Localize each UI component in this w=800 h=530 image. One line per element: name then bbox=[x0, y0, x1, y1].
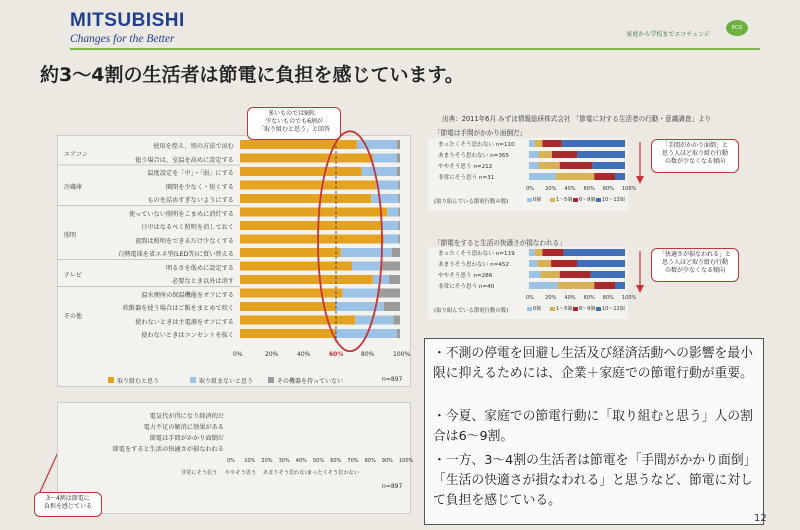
main-row-label: 使っていない照明をこまめに消灯する bbox=[128, 210, 234, 218]
main-bar-segment bbox=[240, 329, 336, 338]
right-callout1-text: 「手間がかかり面倒」と 思う人ほど取り組む行動 の数が少なくなる傾向 bbox=[661, 142, 728, 165]
right-legend-label: 10～12個 bbox=[602, 197, 625, 203]
right-bar-segment bbox=[529, 140, 535, 147]
bottom-axis-tick: 80% bbox=[364, 458, 376, 464]
main-bar-segment bbox=[384, 235, 398, 244]
bottom-axis-tick: 30% bbox=[278, 458, 290, 464]
right-bar-segment bbox=[542, 249, 563, 256]
right-chart2-callout bbox=[651, 248, 739, 282]
main-bar-segment bbox=[240, 221, 381, 230]
main-axis-tick: 80% bbox=[361, 350, 375, 358]
main-row-label: 白熱電球を省エネ型(LED等)に買い替える bbox=[118, 251, 234, 258]
main-bar-segment bbox=[371, 194, 398, 203]
main-bar-segment bbox=[376, 181, 398, 190]
bottom-axis-tick: 100% bbox=[399, 458, 414, 464]
right-axis-tick: 40% bbox=[564, 186, 576, 192]
right-axis-tick: 60% bbox=[583, 295, 595, 301]
right-bar-segment bbox=[529, 162, 539, 169]
main-bar-segment bbox=[398, 221, 400, 230]
right-bar-segment bbox=[551, 260, 577, 267]
main-bar-segment bbox=[398, 194, 400, 203]
right-bar-segment bbox=[538, 260, 551, 267]
main-bar-segment bbox=[352, 262, 381, 271]
main-bar-segment bbox=[240, 167, 362, 176]
main-row-label: 開閉を少なく・短くする bbox=[165, 183, 234, 191]
right-chart1-callout bbox=[651, 139, 739, 173]
main-row-label: 温水便座の保温機能をオフにする bbox=[141, 291, 234, 299]
bottom-axis-tick: 0% bbox=[227, 458, 235, 464]
right-legend-label: 6～9個 bbox=[579, 306, 596, 312]
right-chart1-title: 「節電は手間がかかり面倒だ」 bbox=[434, 129, 527, 137]
main-category-label: 冷蔵庫 bbox=[64, 184, 83, 192]
right-bar-segment bbox=[542, 140, 561, 147]
main-legend-swatch bbox=[108, 377, 114, 383]
main-bar-segment bbox=[342, 289, 377, 298]
right-axis-tick: 0% bbox=[526, 295, 534, 301]
main-callout-text: 多いものでは9割、 少ないものでも6割が 「取り組むと思う」と回答 bbox=[257, 110, 330, 133]
bottom-callout-text: 3～4割は節電に 負担を感じている bbox=[43, 495, 92, 510]
trend-arrow-head bbox=[636, 176, 644, 184]
right-row-label: 非常にそう思う n=31 bbox=[438, 175, 495, 181]
main-bar-segment bbox=[240, 262, 352, 271]
main-category-label: その他 bbox=[64, 312, 83, 320]
main-bar-segment bbox=[398, 181, 400, 190]
right-chart2-title: 「節電をすると生活の快適さが損なわれる」 bbox=[434, 239, 566, 247]
right-bar-segment bbox=[535, 140, 543, 147]
main-bar-segment bbox=[384, 302, 400, 311]
right-bar-segment bbox=[529, 173, 556, 180]
right-bar-segment bbox=[529, 282, 558, 289]
right-legend-swatch bbox=[527, 198, 532, 202]
main-bar-segment bbox=[240, 248, 341, 257]
right-legend-label: 1～5個 bbox=[556, 306, 573, 312]
right-legend-label: 6～9個 bbox=[579, 197, 596, 203]
main-bar-segment bbox=[355, 316, 393, 325]
summary-text-box bbox=[424, 338, 764, 525]
trend-arrow-head bbox=[636, 285, 644, 293]
main-axis-tick: 100% bbox=[393, 350, 411, 358]
right-bar-segment bbox=[529, 151, 539, 158]
main-bar-segment bbox=[373, 154, 397, 163]
bottom-legend-label: あまりそう思わない bbox=[263, 470, 310, 476]
summary-point-2: ・今夏、家庭での節電行動に「取り組むと思う」人の割合は6～9割。 bbox=[433, 409, 753, 444]
main-category-label: テレビ bbox=[64, 272, 82, 279]
main-row-label: 炊飯器を使う場合はご飯をまとめて炊く bbox=[122, 305, 234, 312]
main-bar-segment bbox=[397, 154, 400, 163]
main-axis-tick: 20% bbox=[265, 350, 279, 358]
bottom-axis-tick: 50% bbox=[313, 458, 325, 464]
main-legend-label: その機器を持っていない bbox=[277, 378, 344, 385]
right-legend-swatch bbox=[550, 307, 555, 311]
right-bar-segment bbox=[529, 249, 535, 256]
main-bar-segment bbox=[394, 316, 400, 325]
summary-point-3: ・一方、3～4割の生活者は節電を「手間がかかり面倒」「生活の快適さが損なわれる」と思うなど、節電に対して負担を感じている。 bbox=[433, 453, 757, 508]
right-legend-swatch bbox=[596, 307, 601, 311]
right-axis-tick: 20% bbox=[545, 186, 557, 192]
eco-badge-icon: ECO bbox=[726, 20, 748, 36]
right-callout2-text: 「快適さが損なわれる」と 思う人ほど取り組む行動 の数が少なくなる傾向 bbox=[658, 251, 731, 274]
bottom-row-label: 電気代が得になり経済的だ bbox=[149, 413, 224, 420]
right-bar-segment bbox=[560, 271, 591, 278]
right-legend-label: 10～12個 bbox=[602, 306, 625, 312]
main-bar-segment bbox=[362, 167, 397, 176]
bottom-legend-label: 非常にそう思う bbox=[181, 470, 218, 476]
right-bar-segment bbox=[615, 282, 625, 289]
logo-tagline: Changes for the Better bbox=[70, 33, 175, 45]
main-row-label: 温度設定を「中」・「弱」にする bbox=[147, 170, 234, 177]
main-bar-segment bbox=[397, 329, 400, 338]
right-legend-label: 0個 bbox=[533, 197, 542, 203]
right-row-label: ややそう思う n=286 bbox=[438, 273, 493, 279]
right-bar-segment bbox=[564, 249, 625, 256]
right-legend-swatch bbox=[596, 198, 601, 202]
main-bar-segment bbox=[240, 235, 384, 244]
main-bar-segment bbox=[240, 194, 371, 203]
main-bar-segment bbox=[240, 154, 373, 163]
right-bar-segment bbox=[562, 140, 625, 147]
main-bar-segment bbox=[392, 248, 400, 257]
right-bar-segment bbox=[615, 173, 625, 180]
right-bar-segment bbox=[577, 260, 625, 267]
right-row-label: まったくそう思わない n=119 bbox=[438, 251, 515, 257]
right-row-label: ややそう思う n=212 bbox=[438, 164, 493, 170]
right-axis-tick: 80% bbox=[602, 186, 614, 192]
right-axis-tick: 60% bbox=[583, 186, 595, 192]
logo-name: MITSUBISHI bbox=[70, 10, 185, 31]
bottom-row-label: 節電は手間がかかり面倒だ bbox=[149, 435, 224, 442]
main-n-label: n=897 bbox=[382, 376, 403, 383]
bottom-axis-tick: 60% bbox=[330, 458, 342, 464]
slide-title: 約3～4割の生活者は節電に負担を感じています。 bbox=[40, 64, 464, 86]
right-row-label: まったくそう思わない n=110 bbox=[438, 142, 515, 148]
right-legend-swatch bbox=[573, 307, 578, 311]
main-bar-segment bbox=[240, 316, 355, 325]
bottom-row-label: 電力不足の解消に効果がある bbox=[143, 424, 224, 431]
main-category-label: 照明 bbox=[64, 231, 77, 239]
main-row-label: 必要なとき以外は消す bbox=[172, 278, 234, 285]
right-axis-tick: 40% bbox=[564, 295, 576, 301]
main-legend-label: 取り組まないと思う bbox=[199, 378, 254, 385]
right-bar-segment bbox=[529, 271, 541, 278]
main-row-label: ものを詰めすぎないようにする bbox=[147, 197, 234, 204]
bottom-axis-tick: 20% bbox=[261, 458, 273, 464]
header-slogan: 家庭から学校までエコチェンジ bbox=[626, 31, 710, 38]
bottom-chart-callout bbox=[34, 492, 102, 517]
main-bar-segment bbox=[240, 181, 376, 190]
right-xlabel: (取り組んでいる節電行動の数) bbox=[434, 308, 509, 314]
main-bar-segment bbox=[240, 275, 373, 284]
right-row-label: あまりそう思わない n=452 bbox=[438, 262, 510, 268]
bottom-axis-tick: 40% bbox=[295, 458, 307, 464]
right-bar-segment bbox=[535, 249, 543, 256]
main-bar-segment bbox=[397, 167, 400, 176]
summary-point-1: ・不測の停電を回避し生活及び経済活動への影響を最小限に抑えるためには、企業＋家庭での節電行動が重要。 bbox=[433, 346, 753, 381]
right-bar-segment bbox=[594, 282, 615, 289]
right-legend-swatch bbox=[573, 198, 578, 202]
bottom-legend-label: まったくそう思わない bbox=[307, 470, 359, 476]
main-category-label: エアコン bbox=[64, 150, 88, 158]
right-bar-segment bbox=[556, 173, 594, 180]
main-axis-tick: 60% bbox=[329, 350, 344, 358]
source-citation: 出典：2011年6月 みずほ情報総研株式会社 「節電に対する生活者の行動・意識調査」より bbox=[442, 115, 712, 123]
main-bar-segment bbox=[398, 208, 400, 217]
main-legend-swatch bbox=[190, 377, 196, 383]
right-bar-segment bbox=[560, 162, 593, 169]
right-legend-swatch bbox=[550, 198, 555, 202]
main-axis-tick: 40% bbox=[297, 350, 311, 358]
bottom-n-label: n=897 bbox=[382, 483, 403, 490]
right-bar-segment bbox=[577, 151, 625, 158]
right-axis-tick: 20% bbox=[545, 295, 557, 301]
main-bar-segment bbox=[398, 235, 400, 244]
right-bar-segment bbox=[529, 260, 538, 267]
main-row-label: 使わないときはコンセントを抜く bbox=[141, 332, 234, 339]
main-row-label: 明るさを低めに設定する bbox=[165, 264, 234, 272]
main-bar-segment bbox=[240, 140, 357, 149]
right-bar-segment bbox=[558, 282, 594, 289]
right-bar-segment bbox=[539, 151, 552, 158]
right-legend-label: 0個 bbox=[533, 306, 542, 312]
main-bar-segment bbox=[381, 262, 400, 271]
bottom-row-label: 節電をすると生活の快適さが損なわれる bbox=[112, 446, 224, 453]
main-row-label: 使用を控え、別の方法で涼む bbox=[153, 143, 234, 150]
right-bar-segment bbox=[541, 271, 560, 278]
right-bar-segment bbox=[590, 271, 625, 278]
right-xlabel: (取り組んでいる節電行動の数) bbox=[434, 199, 509, 205]
main-legend-swatch bbox=[268, 377, 274, 383]
right-axis-tick: 80% bbox=[602, 295, 614, 301]
main-bar-segment bbox=[389, 275, 400, 284]
main-bar-segment bbox=[397, 140, 400, 149]
main-row-label: 夜間は照明をできるだけ少なくする bbox=[135, 237, 234, 245]
main-row-label: 使う場合は、室温を高めに設定する bbox=[135, 156, 234, 164]
page-number: 12 bbox=[754, 513, 767, 524]
right-row-label: 非常にそう思う n=40 bbox=[438, 284, 495, 290]
main-bar-segment bbox=[240, 208, 387, 217]
right-axis-tick: 100% bbox=[622, 295, 637, 301]
right-legend-label: 1～5個 bbox=[556, 197, 573, 203]
bottom-axis-tick: 10% bbox=[244, 458, 256, 464]
main-axis-tick: 0% bbox=[233, 350, 243, 358]
bottom-axis-tick: 90% bbox=[381, 458, 393, 464]
bottom-legend-label: ややそう思う bbox=[225, 470, 257, 476]
main-bar-segment bbox=[240, 289, 342, 298]
main-bar-segment bbox=[387, 208, 398, 217]
main-legend-label: 取り組むと思う bbox=[117, 378, 160, 385]
right-row-label: あまりそう思わない n=365 bbox=[438, 153, 510, 159]
right-bar-segment bbox=[594, 173, 615, 180]
main-chart-callout bbox=[247, 107, 341, 140]
bottom-axis-tick: 70% bbox=[347, 458, 359, 464]
main-bar-segment bbox=[341, 248, 392, 257]
right-legend-swatch bbox=[527, 307, 532, 311]
right-axis-tick: 100% bbox=[622, 186, 637, 192]
right-axis-tick: 0% bbox=[526, 186, 534, 192]
right-bar-segment bbox=[592, 162, 625, 169]
main-row-label: 日中はなるべく照明を消しておく bbox=[141, 224, 234, 231]
main-bar-segment bbox=[381, 221, 399, 230]
right-bar-segment bbox=[539, 162, 560, 169]
main-row-label: 使わないときは主電源をオフにする bbox=[135, 318, 234, 326]
main-bar-segment bbox=[378, 289, 400, 298]
main-bar-segment bbox=[240, 302, 336, 311]
right-bar-segment bbox=[552, 151, 577, 158]
